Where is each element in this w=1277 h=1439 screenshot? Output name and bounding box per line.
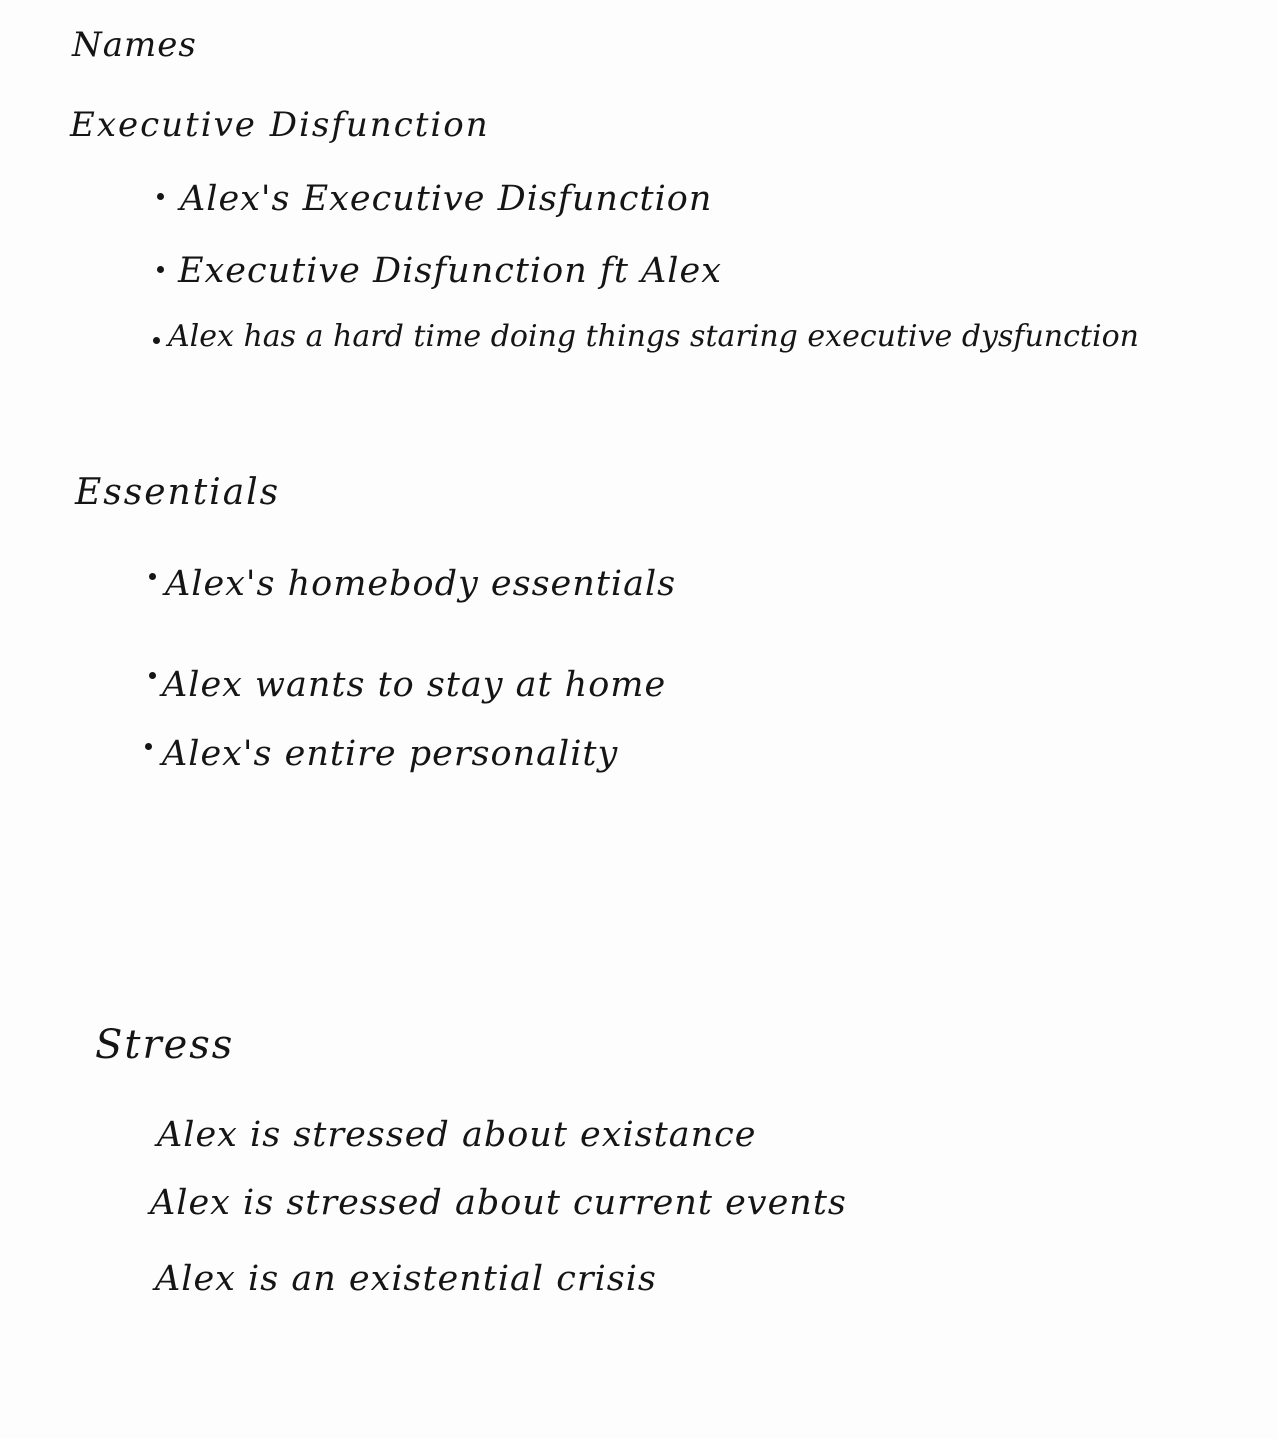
bullet-dot xyxy=(145,743,152,750)
list-item: Alex's entire personality xyxy=(162,734,619,774)
bullet-dot xyxy=(149,672,156,679)
bullet-dot xyxy=(149,573,156,580)
section-heading: Stress xyxy=(95,1022,235,1068)
list-item: Alex wants to stay at home xyxy=(162,665,667,705)
list-item: Alex is stressed about current events xyxy=(150,1183,847,1223)
list-item: Alex's homebody essentials xyxy=(165,564,677,604)
section-heading: Executive Disfunction xyxy=(70,105,490,145)
list-item: Alex's Executive Disfunction xyxy=(180,179,713,219)
list-item: Alex is stressed about existance xyxy=(157,1115,757,1155)
list-item: Executive Disfunction ft Alex xyxy=(178,251,722,291)
bullet-dot xyxy=(157,193,164,200)
section-heading: Essentials xyxy=(75,472,281,513)
list-item: Alex has a hard time doing things staring executive dysfunction xyxy=(168,319,1139,354)
bullet-dot xyxy=(153,337,160,344)
bullet-dot xyxy=(157,266,164,273)
page-title: Names xyxy=(72,25,197,65)
list-item: Alex is an existential crisis xyxy=(155,1259,657,1299)
